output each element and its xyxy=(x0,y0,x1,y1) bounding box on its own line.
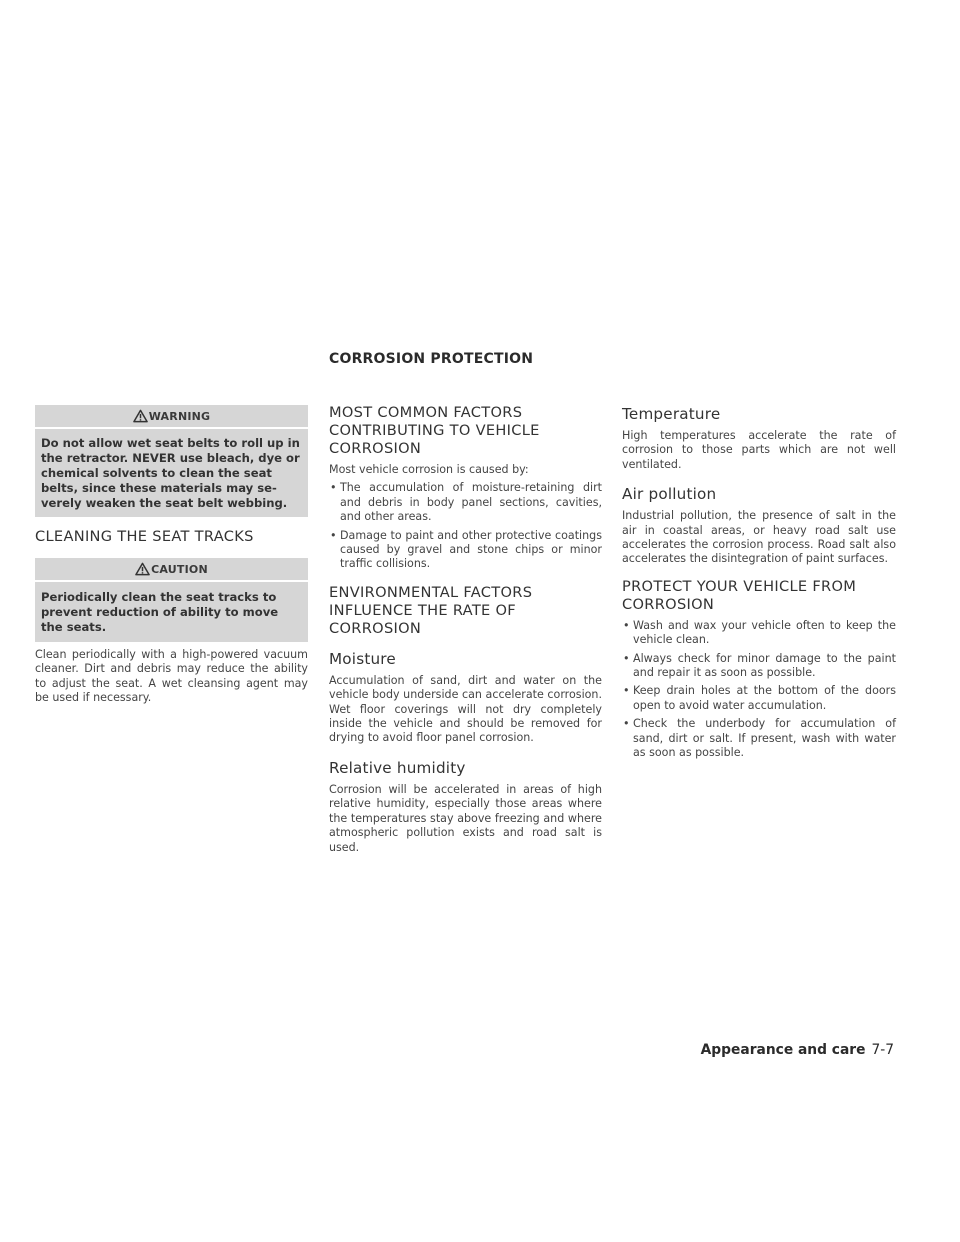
bullet-glyph: • xyxy=(330,528,337,542)
footer-section-name: Appearance and care xyxy=(700,1042,866,1058)
warning-text: Do not allow wet seat belts to roll up in the retractor. NEVER use bleach, dye or chemical solvents to clean the seat belts, since these materials may severely weaken the seat belt webbing. xyxy=(41,436,300,510)
bullet-glyph: • xyxy=(623,717,630,731)
air-pollution-heading: Air pollution xyxy=(622,485,717,504)
caution-box xyxy=(35,558,308,642)
warning-triangle-icon xyxy=(133,409,148,423)
column-2 xyxy=(329,404,602,855)
list-item: • Check the underbody for accumulation of sand, dirt or salt. If present, wash with water as soon as possible. xyxy=(623,717,896,760)
seat-tracks-body: Clean periodically with a high-powered vacuum cleaner. Dirt and debris may reduce the ability to adjust the seat. A wet cleansing agent may be used if necessary. xyxy=(35,648,308,705)
list-item: • Keep drain holes at the bottom of the doors open to avoid water accumulation. xyxy=(623,684,896,712)
warning-label: WARNING xyxy=(148,409,211,423)
protect-heading: PROTECT YOUR VEHICLE FROM CORROSION xyxy=(622,577,857,613)
warning-header xyxy=(35,405,308,429)
seat-tracks-heading: CLEANING THE SEAT TRACKS xyxy=(35,528,254,545)
common-factors-list xyxy=(329,481,602,571)
caution-label: CAUTION xyxy=(151,562,208,576)
bullet-glyph: • xyxy=(623,684,630,698)
column-3 xyxy=(622,404,896,765)
moisture-heading: Moisture xyxy=(329,649,396,668)
column-1 xyxy=(35,405,308,706)
warning-box xyxy=(35,405,308,517)
bullet-glyph: • xyxy=(330,481,337,495)
list-item: • The accumulation of moisture-retaining dirt and debris in body panel sections, cavities, and other areas. xyxy=(330,481,602,524)
page-number: 7-7 xyxy=(871,1042,894,1058)
caution-text: Periodically clean the seat tracks to prevent reduction of ability to move the seats. xyxy=(41,590,279,634)
humidity-body: Corrosion will be accelerated in areas of high relative humidity, especially those areas where the temperatures stay above freezing and where atmospheric pollution exists and road salt is used. xyxy=(329,782,602,854)
list-item: • Damage to paint and other protective coatings caused by gravel and stone chips or minor traffic collisions. xyxy=(330,528,602,571)
protect-list xyxy=(622,619,896,761)
list-item: • Wash and wax your vehicle often to keep the vehicle clean. xyxy=(623,618,896,647)
humidity-heading: Relative humidity xyxy=(329,758,466,777)
caution-header xyxy=(35,558,308,582)
caution-triangle-icon xyxy=(135,562,150,576)
bullet-glyph: • xyxy=(623,618,630,632)
page-footer xyxy=(701,1042,894,1058)
environmental-factors-heading: ENVIRONMENTAL FACTORS INFLUENCE THE RATE OF CORROSION xyxy=(329,583,533,637)
moisture-body: Accumulation of sand, dirt and water on the vehicle body underside can accelerate corrosion. Wet floor coverings will not dry completely inside the vehicle and should be removed for drying to avoid floor panel corrosion. xyxy=(329,673,602,745)
section-title: CORROSION PROTECTION xyxy=(329,351,534,367)
temperature-body: High temperatures accelerate the rate of corrosion to those parts which are not well ventilated. xyxy=(622,429,896,471)
common-factors-intro: Most vehicle corrosion is caused by: xyxy=(329,463,529,476)
common-factors-heading: MOST COMMON FACTORS CONTRIBUTING TO VEHICLE CORROSION xyxy=(329,404,540,457)
temperature-heading: Temperature xyxy=(622,405,721,423)
bullet-glyph: • xyxy=(623,651,630,665)
list-item: • Always check for minor damage to the paint and repair it as soon as possible. xyxy=(623,651,896,680)
air-pollution-body: Industrial pollution, the presence of salt in the air in coastal areas, or heavy road salt use accelerates the corrosion process. Road salt also accelerates the disintegration of paint surfaces. xyxy=(622,509,896,566)
